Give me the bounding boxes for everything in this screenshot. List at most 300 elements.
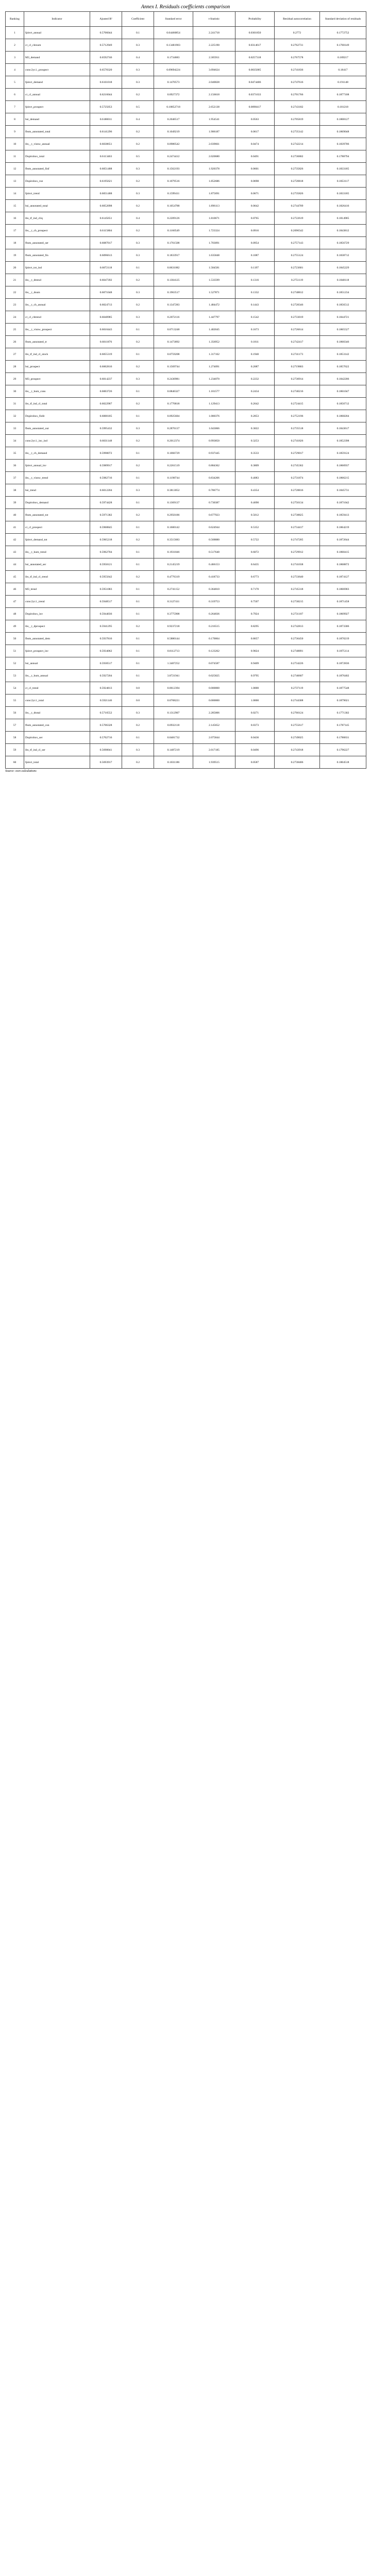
table-cell: 0.0708221 — [154, 694, 193, 707]
table-cell: 30 — [6, 385, 24, 398]
table-cell: 0.8295 — [235, 620, 275, 633]
table-row — [6, 694, 366, 707]
table-cell: 0.5930517 — [90, 657, 122, 670]
table-cell: 0.5352 — [235, 521, 275, 534]
table-cell: 0.5710552 — [90, 707, 122, 719]
table-header — [6, 12, 366, 27]
table-cell: 0.3 — [122, 163, 154, 175]
table-cell: 0.2876137 — [154, 422, 193, 435]
table-row — [6, 188, 366, 200]
table-cell: 0.3809 — [235, 460, 275, 472]
table-cell: 0.2046517 — [154, 113, 193, 126]
header-row — [6, 12, 366, 27]
indicator-cell: cr_cl_trend — [24, 682, 90, 694]
table-cell: 0.6003726 — [90, 385, 122, 398]
table-row — [6, 596, 366, 608]
table-cell: 0.6141296 — [90, 126, 122, 138]
table-cell: 0.123262 — [193, 645, 235, 657]
table-cell: 0.1866215 — [320, 472, 366, 484]
table-cell: 0.6071048 — [90, 286, 122, 299]
table-cell: 25 — [6, 324, 24, 336]
table-cell: 0.1031186 — [154, 756, 193, 769]
table-cell: 0.1877108 — [320, 89, 366, 101]
table-cell: 0.7507 — [235, 596, 275, 608]
table-cell: 0.4690 — [235, 497, 275, 509]
table-row — [6, 435, 366, 447]
table-cell: 0.0631082 — [154, 262, 193, 274]
table-cell: 0.1842206 — [320, 373, 366, 385]
table-cell: 1.703091 — [193, 237, 235, 249]
table-cell: 49 — [6, 620, 24, 633]
table-cell: 3 — [6, 52, 24, 64]
table-cell: 0.2755124 — [275, 249, 320, 262]
table-cell: 0.5989917 — [90, 460, 122, 472]
table-cell: 0.5693917 — [90, 756, 122, 769]
indicator-cell: fpinvt_prospect_inv — [24, 645, 90, 657]
table-cell: 0.2430981 — [154, 373, 193, 385]
table-cell: 0.2741173 — [275, 348, 320, 361]
table-cell: 0.5706328 — [90, 719, 122, 732]
table-cell: 1.527871 — [193, 286, 235, 299]
indicator-cell: fbsm_annotated_finf — [24, 163, 90, 175]
table-cell: 0.6087017 — [90, 237, 122, 249]
table-cell: 0.0474 — [235, 138, 275, 150]
column-header: Coefficient — [122, 12, 154, 27]
table-cell: 0.6578320 — [90, 64, 122, 76]
table-cell: 37 — [6, 472, 24, 484]
table-cell: 0.2012374 — [154, 435, 193, 447]
table-cell: 0.2853 — [235, 410, 275, 422]
table-cell: 0.074587 — [193, 657, 235, 670]
table-cell: 0.1931846 — [154, 546, 193, 558]
table-cell: 0.1843617 — [320, 422, 366, 435]
indicator-cell: M3_prospect — [24, 373, 90, 385]
indicator-cell: ibs_tf_ind_cl_stock — [24, 348, 90, 361]
table-cell: 0.0617 — [235, 126, 275, 138]
table-cell: 2.241718 — [193, 27, 235, 39]
table-cell: 0.1542 — [235, 311, 275, 324]
indicator-cell: fbsm_annotated_out — [24, 422, 90, 435]
table-cell: 0.2072116 — [154, 311, 193, 324]
table-cell: 0.13481903 — [154, 39, 193, 52]
indicator-cell: ibs__t_visnw_trend — [24, 472, 90, 484]
table-cell: 0.5965218 — [90, 534, 122, 546]
table-cell: 0.2762731 — [275, 39, 320, 52]
table-cell: 0.2740607 — [275, 670, 320, 682]
table-cell: 0.568880 — [193, 534, 235, 546]
table-cell: 0.0 — [122, 694, 154, 707]
column-header: Indicator — [24, 12, 90, 27]
table-cell: 0.191148 — [320, 76, 366, 89]
table-row — [6, 472, 366, 484]
table-cell: 0.3 — [122, 707, 154, 719]
table-cell: 0.1851234 — [320, 286, 366, 299]
table-cell: 0.1853142 — [320, 348, 366, 361]
table-row — [6, 521, 366, 534]
table-cell: 0.1860415 — [320, 546, 366, 558]
table-row — [6, 150, 366, 163]
table-cell: 0.1876402 — [320, 670, 366, 682]
table-cell: 0.2 — [122, 460, 154, 472]
indicator-cell: ibs__t_dprospect — [24, 620, 90, 633]
table-cell: 0.2736450 — [275, 633, 320, 645]
table-cell: 0.5958121 — [90, 558, 122, 571]
table-row — [6, 249, 366, 262]
indicator-cell: fpinvt_tot_ind — [24, 262, 90, 274]
table-cell: 0.1856512 — [320, 299, 366, 311]
table-cell: 0.6072118 — [90, 262, 122, 274]
table-cell: 47 — [6, 596, 24, 608]
table-cell: 0.1838712 — [320, 249, 366, 262]
table-cell: 0.6216044 — [90, 89, 122, 101]
table-cell: 0.2087 — [235, 361, 275, 373]
table-cell: 0.0927372 — [154, 89, 193, 101]
table-cell: 0.3533 — [235, 447, 275, 460]
table-row — [6, 657, 366, 670]
table-cell: 12 — [6, 163, 24, 175]
column-header: Standard error — [154, 12, 193, 27]
table-cell: 0.2 — [122, 620, 154, 633]
table-title: Annex I. Residuals coefficients comparison — [141, 4, 230, 10]
table-cell: 0.1853117 — [320, 175, 366, 188]
indicator-cell: fbsm_annotated_fin — [24, 249, 90, 262]
table-cell: 5 — [6, 76, 24, 89]
table-cell: 0.6773 — [235, 571, 275, 583]
table-cell: 0.1868204 — [320, 410, 366, 422]
table-cell: 1.3407252 — [154, 657, 193, 670]
table-cell: 0.1 — [122, 324, 154, 336]
table-cell: 1.402045 — [193, 324, 235, 336]
table-row — [6, 212, 366, 225]
table-row — [6, 719, 366, 732]
table-cell: 1.129413 — [193, 398, 235, 410]
table-cell: 0.18852718 — [154, 101, 193, 113]
table-cell: 0.0496 — [235, 744, 275, 756]
indicator-cell: ibs__t_ch_annual — [24, 299, 90, 311]
table-cell: 0.1864219 — [320, 521, 366, 534]
table-row — [6, 274, 366, 286]
table-cell: 42 — [6, 534, 24, 546]
table-cell: 41 — [6, 521, 24, 534]
table-row — [6, 756, 366, 769]
table-cell: 0.2736802 — [275, 150, 320, 163]
table-cell: 39 — [6, 497, 24, 509]
table-cell: 34 — [6, 435, 24, 447]
table-cell: 0.1870219 — [320, 633, 366, 645]
table-cell: 0.5934062 — [90, 645, 122, 657]
table-cell: 0.1940 — [235, 348, 275, 361]
table-cell: 1.723324 — [193, 225, 235, 237]
table-cell: 0.0563 — [235, 113, 275, 126]
table-row — [6, 385, 366, 398]
table-cell: 0.2740216 — [275, 385, 320, 398]
table-cell: 1.954541 — [193, 113, 235, 126]
indicator-cell: ibs__t_visnw_annual — [24, 138, 90, 150]
table-cell: 0.1 — [122, 657, 154, 670]
table-cell: 0.5712949 — [90, 39, 122, 52]
table-cell: 0.1562193 — [154, 163, 193, 175]
table-cell: 0.0098417 — [235, 101, 275, 113]
table-cell: 0.3775908 — [154, 608, 193, 620]
table-cell: 23 — [6, 299, 24, 311]
table-cell: 38 — [6, 484, 24, 497]
table-cell: 0.6161018 — [90, 76, 122, 89]
table-cell: 0.9237218 — [154, 620, 193, 633]
table-cell: 0.1826416 — [320, 200, 366, 212]
table-row — [6, 225, 366, 237]
table-cell: 0.2 — [122, 274, 154, 286]
table-row — [6, 373, 366, 385]
table-cell: 0.1066729 — [154, 447, 193, 460]
table-cell: 2 — [6, 39, 24, 52]
table-cell: 0.3 — [122, 64, 154, 76]
table-cell: 0.1 — [122, 608, 154, 620]
table-cell: 0.2 — [122, 299, 154, 311]
table-cell: 0.189217 — [320, 52, 366, 64]
indicator-cell: M3_trend — [24, 583, 90, 596]
indicator-cell: Dopirobox_ser — [24, 732, 90, 744]
table-cell: 0.6002816 — [90, 361, 122, 373]
table-cell: 0.3127411 — [154, 596, 193, 608]
table-cell: 0.216515 — [193, 620, 235, 633]
table-row — [6, 620, 366, 633]
table-cell: 0.786774 — [193, 484, 235, 497]
table-cell: 0.6180011 — [90, 113, 122, 126]
table-cell: 2.652138 — [193, 101, 235, 113]
table-cell: 0.0925604 — [154, 410, 193, 422]
table-cell: 0.0713248 — [154, 324, 193, 336]
table-row — [6, 608, 366, 620]
table-cell: 0.6072 — [235, 546, 275, 558]
indicator-cell: bsi_annotated_total — [24, 200, 90, 212]
table-cell: 0.6047392 — [90, 274, 122, 286]
table-body — [6, 27, 366, 769]
table-cell: 22 — [6, 286, 24, 299]
table-cell: 0.5998072 — [90, 447, 122, 460]
table-cell: 2.017185 — [193, 744, 235, 756]
table-cell: 1.875691 — [193, 188, 235, 200]
table-cell: 1.920378 — [193, 163, 235, 175]
table-cell: 0.000000 — [193, 694, 235, 707]
table-cell: 0.2 — [122, 398, 154, 410]
table-cell: 0.517640 — [193, 546, 235, 558]
table-cell: 0.2752196 — [275, 410, 320, 422]
table-cell: 0.1734683 — [154, 52, 193, 64]
table-row — [6, 237, 366, 249]
indicator-cell: cons:2yr.l._inc_ind — [24, 435, 90, 447]
table-cell: 1.906187 — [193, 126, 235, 138]
table-cell: 0.2744308 — [275, 694, 320, 707]
table-cell: 0.1859124 — [320, 447, 366, 460]
table-cell: 11 — [6, 150, 24, 163]
table-cell: 0.3 — [122, 39, 154, 52]
table-cell: 0.2741038 — [275, 558, 320, 571]
table-row — [6, 348, 366, 361]
table-cell: 1.533599 — [193, 274, 235, 286]
table-cell: 0.5927204 — [90, 670, 122, 682]
table-cell: 0.0765 — [235, 212, 275, 225]
table-cell: 0.2742813 — [275, 620, 320, 633]
table-cell: 0.0759208 — [154, 348, 193, 361]
indicator-cell: Dopirobox_roe — [24, 175, 90, 188]
table-cell: 24 — [6, 311, 24, 324]
table-cell: 28 — [6, 361, 24, 373]
table-cell: 1.317162 — [193, 348, 235, 361]
table-cell: 14 — [6, 188, 24, 200]
table-cell: 0.2745362 — [275, 460, 320, 472]
table-cell: 0.0373 — [235, 719, 275, 732]
indicator-cell: ibs_tf_ind_cl_total — [24, 398, 90, 410]
table-cell: 27 — [6, 348, 24, 361]
table-cell: 0.2 — [122, 175, 154, 188]
table-cell: 0.1963517 — [154, 286, 193, 299]
table-cell: 9 — [6, 126, 24, 138]
table-cell: 0.025825 — [193, 670, 235, 682]
indicator-cell: M3_demand — [24, 52, 90, 64]
table-cell: 0.1859413 — [320, 509, 366, 521]
table-cell: 32 — [6, 410, 24, 422]
table-cell: 0.5012 — [235, 509, 275, 521]
table-row — [6, 422, 366, 435]
table-cell: 0.0491 — [235, 150, 275, 163]
table-row — [6, 571, 366, 583]
table-cell: 8 — [6, 113, 24, 126]
table-row — [6, 645, 366, 657]
table-cell: 0.2 — [122, 435, 154, 447]
table-cell: 0.0 — [122, 682, 154, 694]
table-cell: 1.234070 — [193, 373, 235, 385]
table-cell: 0.1079516 — [154, 175, 193, 188]
indicator-cell: bsi_demand — [24, 113, 90, 126]
table-cell: 0.6195621 — [90, 175, 122, 188]
table-cell: 2.075844 — [193, 732, 235, 744]
table-cell: 0.6096613 — [90, 249, 122, 262]
table-cell: 0.1869927 — [320, 608, 366, 620]
table-cell: 0.2772 — [275, 27, 320, 39]
table-cell: 2.305911 — [193, 52, 235, 64]
table-cell: 0.2719803 — [275, 361, 320, 373]
table-cell: 0.1160549 — [154, 225, 193, 237]
column-header: t-Statistic — [193, 12, 235, 27]
table-cell: 0.0271 — [235, 707, 275, 719]
table-cell: 57 — [6, 719, 24, 732]
table-cell: 0.1 — [122, 472, 154, 484]
table-row — [6, 484, 366, 497]
table-cell: 59 — [6, 744, 24, 756]
indicator-cell: cons:2yr.l._total — [24, 694, 90, 707]
table-cell: 17 — [6, 225, 24, 237]
table-cell: 0.4354 — [235, 484, 275, 497]
table-cell: 0.1369137 — [154, 497, 193, 509]
table-cell: 26 — [6, 336, 24, 348]
table-row — [6, 39, 366, 52]
table-cell: 0.1 — [122, 645, 154, 657]
table-cell: 0.1860346 — [320, 336, 366, 348]
table-cell: 0.0642 — [235, 200, 275, 212]
table-cell: 0.5955642 — [90, 571, 122, 583]
indicator-cell: fpinvt_annual_inv — [24, 460, 90, 472]
table-cell: 0.3 — [122, 484, 154, 497]
table-cell: 0.5968845 — [90, 521, 122, 534]
table-cell: 0.3813052 — [154, 484, 193, 497]
table-cell: 1.0000 — [235, 682, 275, 694]
table-row — [6, 509, 366, 521]
table-cell: 0.5722 — [235, 534, 275, 546]
table-cell: 0.5974428 — [90, 497, 122, 509]
indicator-cell: ibs__t_dtrend — [24, 274, 90, 286]
table-cell: 0.1443 — [235, 299, 275, 311]
table-cell: 0.04460854 — [154, 27, 193, 39]
table-cell: 0.2738406 — [275, 756, 320, 769]
table-row — [6, 175, 366, 188]
table-cell: 48 — [6, 608, 24, 620]
indicator-cell: cr_cl_chrsum — [24, 39, 90, 52]
table-cell: 0.834206 — [193, 472, 235, 484]
table-cell: 0.2 — [122, 571, 154, 583]
table-cell: 21 — [6, 274, 24, 286]
table-cell: 0.181218 — [320, 101, 366, 113]
table-cell: 0.4 — [122, 113, 154, 126]
table-cell: 0.6435 — [235, 558, 275, 571]
source-note: Source: own calculations — [5, 770, 37, 773]
table-cell: 0.2232 — [235, 373, 275, 385]
table-cell: 0.5941295 — [90, 620, 122, 633]
table-cell: 0.5995432 — [90, 422, 122, 435]
indicator-cell: ibs__t_hum_trend — [24, 546, 90, 558]
indicator-cell: fpinvt_demand_tot — [24, 534, 90, 546]
table-cell: 1.810671 — [193, 212, 235, 225]
table-cell: 0.1857622 — [320, 361, 366, 373]
table-row — [6, 583, 366, 596]
table-cell: 0.7924 — [235, 608, 275, 620]
table-cell: 0.3 — [122, 422, 154, 435]
table-cell: 0.8112713 — [154, 645, 193, 657]
table-cell: 60 — [6, 756, 24, 769]
table-cell: 0.2728346 — [275, 299, 320, 311]
table-cell: 0.3022 — [235, 422, 275, 435]
table-row — [6, 744, 366, 756]
table-cell: 0.4 — [122, 52, 154, 64]
table-cell: 0.319753 — [193, 596, 235, 608]
table-cell: 0.0601 — [235, 163, 275, 175]
indicator-cell: cons:2yr.l._trend — [24, 596, 90, 608]
table-cell: 0.1788794 — [320, 150, 366, 163]
table-cell: 0.1 — [122, 583, 154, 596]
table-cell: 0.5 — [122, 101, 154, 113]
table-cell: 0.3 — [122, 249, 154, 262]
table-cell: 0.2735518 — [275, 422, 320, 435]
table-cell: 0.2741836 — [275, 64, 320, 76]
table-cell: 0.2741152 — [154, 583, 193, 596]
table-cell: 0.6010443 — [90, 324, 122, 336]
table-cell: 0.1839706 — [320, 138, 366, 150]
table-cell: 0.1473892 — [154, 336, 193, 348]
table-cell: 0.1600142 — [154, 521, 193, 534]
table-cell: 0.6024713 — [90, 299, 122, 311]
table-cell: 0.2748891 — [275, 645, 320, 657]
results-table — [5, 11, 366, 769]
table-cell: 0.2696542 — [275, 225, 320, 237]
table-row — [6, 670, 366, 682]
table-cell: 0.1879021 — [320, 694, 366, 707]
table-cell: 13 — [6, 175, 24, 188]
table-cell: 16 — [6, 212, 24, 225]
table-cell: 0.7170 — [235, 583, 275, 596]
table-cell: 0.1487219 — [154, 744, 193, 756]
table-cell: 0.2434 — [235, 385, 275, 398]
table-cell: 0.2757143 — [275, 237, 320, 249]
table-row — [6, 398, 366, 410]
